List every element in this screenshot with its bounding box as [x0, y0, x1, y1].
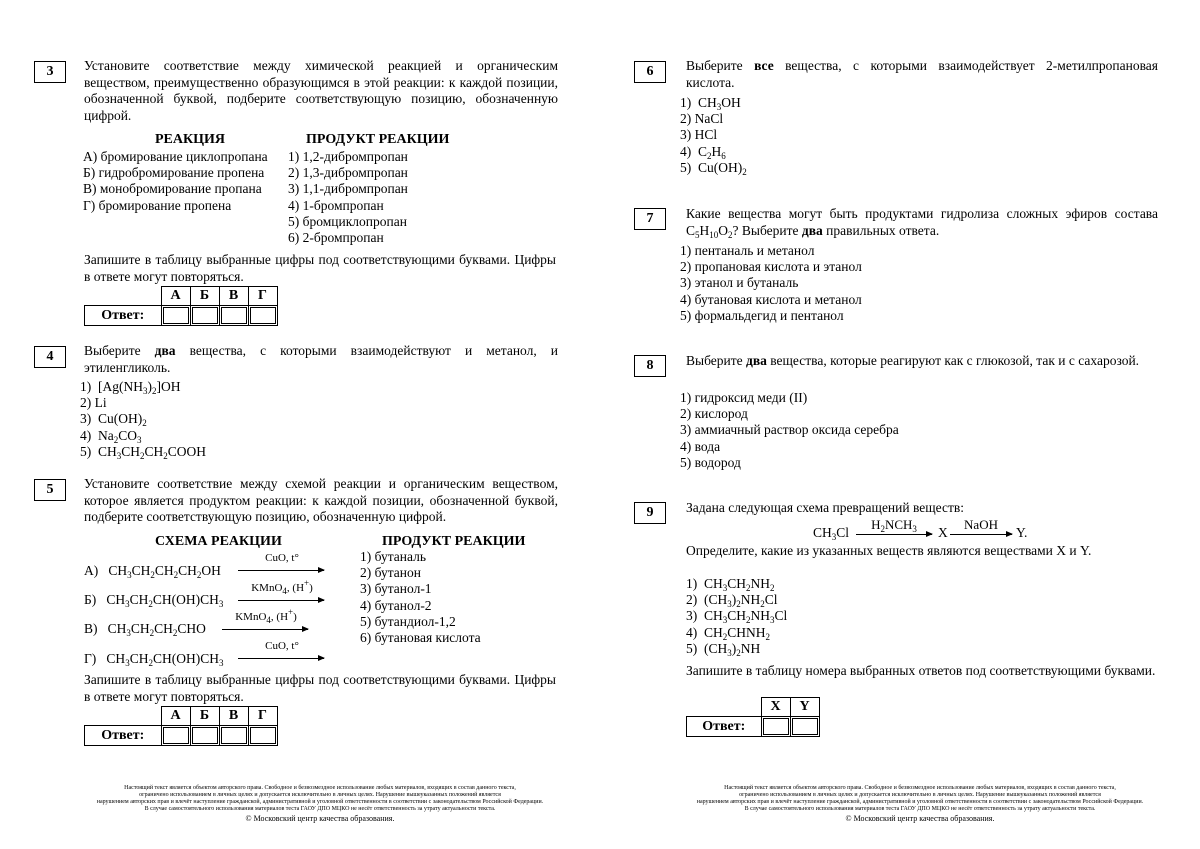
q4-option-5: 5) $CH_3CH_2CH_2COOH$: [80, 443, 207, 461]
q5-answer-cell-b[interactable]: [190, 726, 219, 746]
q9-scheme-y: Y.: [1016, 525, 1028, 540]
q3-product-3: 3) 1,1-дибромпропан: [288, 181, 408, 197]
footer-left: Настоящий текст является объектом авторского права. Свободное и безвозмездное использование любых материалов, входящих в состав данного текста, ограничено использованием в личных целях и допускается исключительно в личных целях. Нарушение вышеуказанных положений является нарушением авторских прав и влечёт наступление гражданской, административной и уголовной ответственности в соответствии с законодательством Российской Федерации. В случае самостоятельного использования материалов теста ГАОУ ДПО МЦКО не несёт ответственность за утрату актуальности текста. © Московский центр качества образования.: [85, 785, 555, 824]
q7-option-3: 3) этанол и бутаналь: [680, 275, 799, 291]
q5-col-d: Г: [248, 707, 277, 726]
q3-product-6: 6) 2-бромпропан: [288, 230, 384, 246]
q9-answer-label: Ответ:: [687, 717, 762, 737]
q5-header-product: ПРОДУКТ РЕАКЦИИ: [382, 534, 526, 549]
q4-option-4: 4) $Na_2CO_3$: [80, 427, 142, 445]
q5-col-b: Б: [190, 707, 219, 726]
q5-answer-cell-d[interactable]: [248, 726, 277, 746]
q3-text: Установите соответствие между химической реакцией и органическим веществом, преимущественно образующимся в этой реакции: к каждой позиции, обозначенной буквой, подберите соответствующую позицию, обозначенную цифрой.: [84, 58, 558, 123]
q9-instruction: Запишите в таблицу номера выбранных ответов под соответствующими буквами.: [686, 663, 1156, 678]
q6-text: Выберите все вещества, с которыми взаимодействует 2-метилпропановая кислота.: [686, 58, 1158, 90]
q3-reaction-c: В) монобромирование пропана: [83, 181, 262, 197]
q9-answer-cell-x[interactable]: [761, 717, 790, 737]
q5-product-5: 5) бутандиол-1,2: [360, 613, 456, 629]
q5-col-c: В: [219, 707, 248, 726]
footer-right: Настоящий текст является объектом авторского права. Свободное и безвозмездное использование любых материалов, входящих в состав данного текста, ограничено использованием в личных целях и допускается исключительно в личных целях. Нарушение вышеуказанных положений является нарушением авторских прав и влечёт наступление гражданской, административной и уголовной ответственности в соответствии с законодательством Российской Федерации. В случае самостоятельного использования материалов теста ГАОУ ДПО МЦКО не несёт ответственность за утрату актуальности текста. © Московский центр качества образования.: [685, 785, 1155, 824]
q4-text: Выберите два вещества, с которыми взаимодействуют и метанол, и этиленгликоль.: [84, 343, 559, 375]
q3-header-product: ПРОДУКТ РЕАКЦИИ: [306, 132, 450, 147]
q8-text: Выберите два вещества, которые реагируют как с глюкозой, так и с сахарозой.: [686, 353, 1140, 368]
q8-option-1: 1) гидроксид меди (II): [680, 390, 808, 405]
q7-option-4: 4) бутановая кислота и метанол: [680, 291, 862, 307]
q9-col-x: X: [761, 698, 790, 717]
question-number-8: 8: [634, 355, 666, 377]
question-number-7: 7: [634, 208, 666, 230]
q5-header-scheme: СХЕМА РЕАКЦИИ: [155, 534, 282, 549]
copyright-right: © Московский центр качества образования.: [845, 814, 995, 823]
q9-option-5: 5) $(CH_3)_2NH$: [686, 640, 761, 658]
q9-scheme-x: X: [938, 525, 948, 540]
q8-option-2: 2) кислород: [680, 406, 748, 422]
q6-option-1: 1) $CH_3OH$: [680, 95, 741, 112]
q5-cond-d: CuO, t°: [265, 640, 299, 652]
q8-option-3: 3) аммиачный раствор оксида серебра: [680, 422, 899, 438]
q5-product-4: 4) бутанол-2: [360, 597, 432, 613]
question-number-9: 9: [634, 502, 666, 524]
q6-option-5: 5) $Cu(OH)_2$: [680, 159, 747, 177]
q9-option-3: 3) $CH_3CH_2NH_3Cl$: [686, 608, 788, 626]
q5-scheme-c: В) $CH_3CH_2CH_2CHO$: [84, 621, 206, 638]
q3-reaction-d: Г) бромирование пропена: [83, 197, 232, 213]
q5-answer-cell-a[interactable]: [161, 726, 190, 746]
q9-scheme-cond1: $H_2NCH_3$: [871, 517, 917, 534]
q3-instruction: Запишите в таблицу выбранные цифры под соответствующими буквами. Цифры в ответе могут повторяться.: [84, 252, 556, 284]
q8-options: [680, 390, 899, 471]
q3-product-1: 1) 1,2-дибромпропан: [288, 149, 408, 164]
q9-option-1: 1) $CH_3CH_2NH_2$: [686, 576, 775, 593]
q9-scheme-start: $CH_3Cl$: [813, 525, 850, 542]
q3-header-reaction: РЕАКЦИЯ: [155, 132, 226, 147]
q5-answer-cell-c[interactable]: [219, 726, 248, 746]
q3-product-2: 2) 1,3-дибромпропан: [288, 165, 408, 181]
q3-col-c: В: [219, 287, 248, 306]
q7-option-1: 1) пентаналь и метанол: [680, 243, 815, 258]
q5-scheme-d: Г) $CH_3CH_2CH(OH)CH_3$: [84, 651, 224, 668]
q5-cond-a: CuO, t°: [265, 552, 299, 564]
q5-product-2: 2) бутанон: [360, 565, 421, 581]
q9-arrow-2: [950, 534, 1012, 535]
q5-instruction: Запишите в таблицу выбранные цифры под соответствующими буквами. Цифры в ответе могут повторяться.: [84, 672, 556, 704]
q7-options: [680, 243, 862, 324]
q3-answer-label: Ответ:: [85, 306, 162, 326]
q5-answer-table: [84, 706, 278, 746]
q5-product-3: 3) бутанол-1: [360, 581, 432, 597]
q5-scheme-b: Б) $CH_3CH_2CH(OH)CH_3$: [84, 592, 224, 609]
q6-option-2: 2) NaCl: [680, 111, 724, 127]
q9-options: [686, 576, 787, 657]
copyright-left: © Московский центр качества образования.: [245, 814, 395, 823]
q4-option-3: 3) $Cu(OH)_2$: [80, 411, 147, 429]
q9-arrow-1: [856, 534, 932, 535]
q9-question: Определите, какие из указанных веществ являются веществами X и Y.: [686, 543, 1092, 558]
q3-product-4: 4) 1-бромпропан: [288, 197, 384, 213]
q4-options: [80, 379, 206, 460]
q5-arrow-d: [238, 658, 324, 659]
q7-text: Какие вещества могут быть продуктами гидролиза сложных эфиров состава $C_5H_{10}O_2$? Выберите два правильных ответа.: [686, 206, 1158, 240]
q4-option-2: 2) Li: [80, 395, 107, 411]
q5-arrow-a: [238, 570, 324, 571]
question-number-5: 5: [34, 479, 66, 501]
q3-reactions: [83, 149, 268, 214]
q3-col-b: Б: [190, 287, 219, 306]
q3-products: [288, 149, 408, 246]
q3-reaction-b: Б) гидробромирование пропена: [83, 165, 265, 181]
q5-cond-b: KMnO$_4$, (H+): [251, 578, 313, 596]
q3-answer-cell-b[interactable]: [190, 306, 219, 326]
q7-option-2: 2) пропановая кислота и этанол: [680, 259, 862, 275]
q7-option-5: 5) формальдегид и пентанол: [680, 307, 844, 323]
q5-text: Установите соответствие между схемой реакции и органическим веществом, которое является продуктом реакции: к каждой позиции, обозначенной буквой, подберите соответствующую позицию, обозначенную цифрой.: [84, 476, 558, 524]
q6-options: [680, 95, 747, 176]
question-number-6: 6: [634, 61, 666, 83]
q8-option-5: 5) водород: [680, 454, 741, 470]
q9-scheme-cond2: NaOH: [964, 517, 998, 532]
question-number-3: 3: [34, 61, 66, 83]
q5-product-1: 1) бутаналь: [360, 549, 427, 564]
q5-col-a: А: [161, 707, 190, 726]
q9-answer-cell-y[interactable]: [790, 717, 819, 737]
q6-option-3: 3) HCl: [680, 127, 718, 143]
q8-option-4: 4) вода: [680, 438, 721, 454]
q4-option-1: 1) $[Ag(NH_3)_2]OH$: [80, 379, 181, 396]
q9-option-2: 2) $(CH_3)_2NH_2Cl$: [686, 592, 778, 610]
q3-col-d: Г: [248, 287, 277, 306]
q3-answer-cell-a[interactable]: [161, 306, 190, 326]
q6-option-4: 4) $C_2H_6$: [680, 143, 726, 161]
q5-products: [360, 549, 481, 646]
q9-text: Задана следующая схема превращений веществ:: [686, 500, 965, 515]
q5-arrow-c: [222, 629, 308, 630]
q5-answer-label: Ответ:: [85, 726, 162, 746]
q3-answer-cell-d[interactable]: [248, 306, 277, 326]
question-number-4: 4: [34, 346, 66, 368]
q5-scheme-a: А) $CH_3CH_2CH_2CH_2OH$: [84, 563, 221, 580]
q3-answer-table: [84, 286, 278, 326]
q3-product-5: 5) бромциклопропан: [288, 213, 407, 229]
q9-answer-table: [686, 697, 820, 737]
q5-product-6: 6) бутановая кислота: [360, 630, 481, 646]
q3-reaction-a: А) бромирование циклопропана: [83, 149, 268, 164]
q3-col-a: А: [161, 287, 190, 306]
q9-option-4: 4) $CH_2CHNH_2$: [686, 624, 771, 642]
q5-cond-c: KMnO$_4$, (H+): [235, 607, 297, 625]
q9-col-y: Y: [790, 698, 819, 717]
q5-arrow-b: [238, 600, 324, 601]
q3-answer-cell-c[interactable]: [219, 306, 248, 326]
